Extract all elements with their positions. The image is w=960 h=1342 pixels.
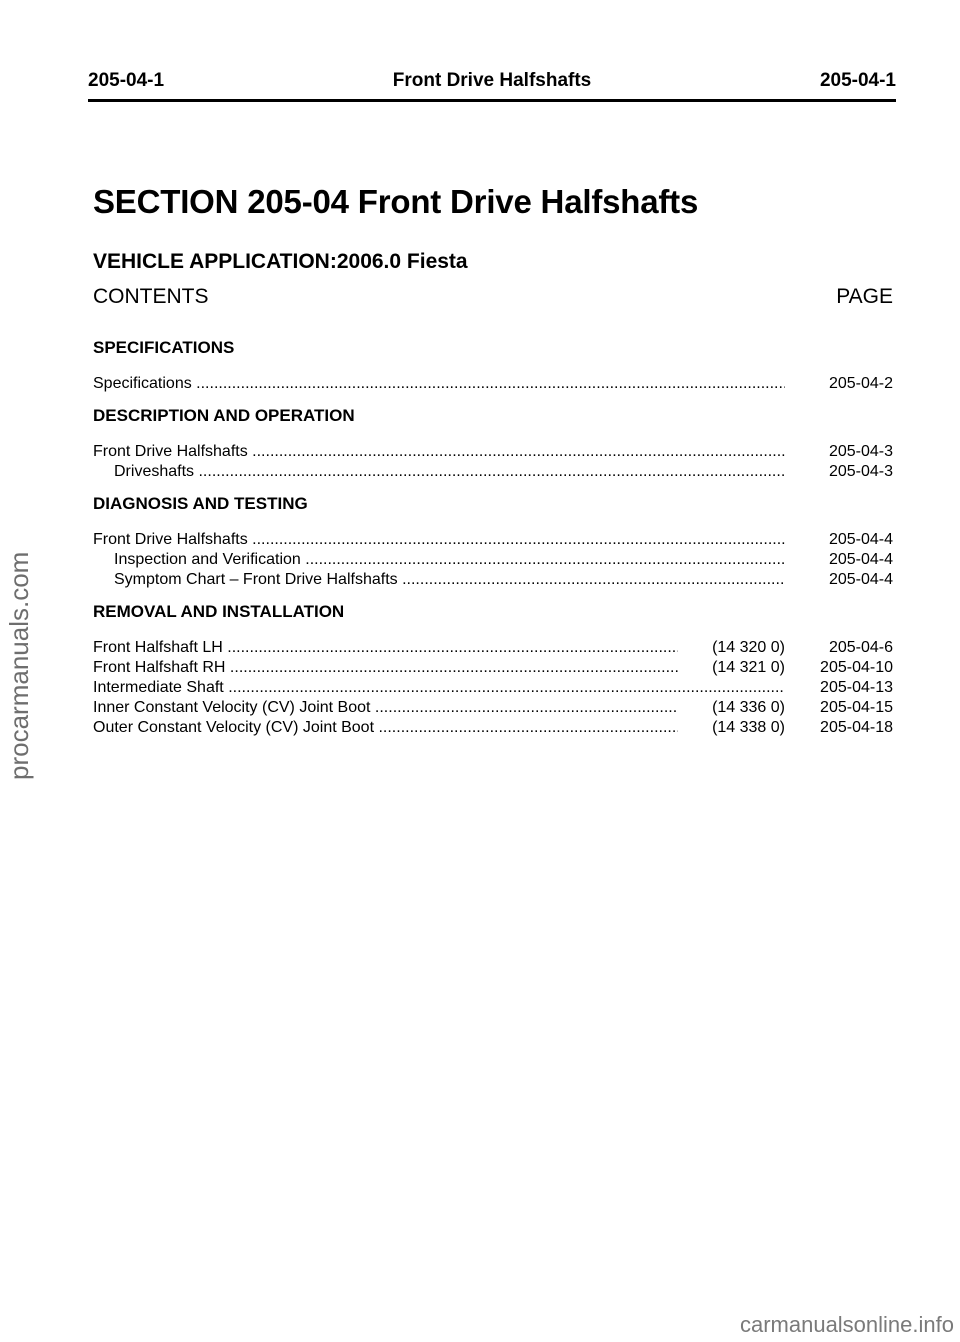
toc-entry-page: 205-04-13 <box>814 678 893 698</box>
header-section-number-right: 205-04-1 <box>819 70 896 91</box>
toc-entry[interactable] <box>93 638 893 658</box>
toc-entry[interactable] <box>93 678 893 698</box>
toc-section-specifications <box>93 338 893 394</box>
toc-section-title: DIAGNOSIS AND TESTING <box>93 494 308 513</box>
toc-entry[interactable] <box>93 698 893 718</box>
toc-entry-page: 205-04-10 <box>814 658 893 678</box>
toc-entry[interactable] <box>93 530 893 550</box>
toc-entry-page: 205-04-2 <box>823 374 893 394</box>
side-watermark: procarmanuals.com <box>4 551 34 780</box>
toc-section-title: REMOVAL AND INSTALLATION <box>93 602 345 621</box>
toc-entry-page: 205-04-3 <box>823 442 893 462</box>
toc-entry-label: Inspection and Verification ..... <box>114 550 785 570</box>
toc-entry-label: Front Drive Halfshafts ..... <box>93 530 785 550</box>
toc-entry-ref: (14 320 0) <box>708 638 785 658</box>
toc-entry[interactable] <box>93 442 893 462</box>
toc-entry-label: Outer Constant Velocity (CV) Joint Boot ..... <box>93 718 678 738</box>
toc-entry-page: 205-04-4 <box>823 530 893 550</box>
toc-section-removal <box>93 602 893 738</box>
toc-entry-label: Inner Constant Velocity (CV) Joint Boot ..... <box>93 698 678 718</box>
toc-entry-ref: (14 336 0) <box>708 698 785 718</box>
vehicle-application: VEHICLE APPLICATION:2006.0 Fiesta <box>93 250 468 273</box>
header-rule <box>88 99 896 102</box>
toc-section-title: SPECIFICATIONS <box>93 338 235 357</box>
toc-entry-page: 205-04-3 <box>823 462 893 482</box>
header-title: Front Drive Halfshafts <box>392 70 592 91</box>
toc-entry[interactable] <box>93 658 893 678</box>
contents-label: CONTENTS <box>93 285 209 308</box>
toc-entry[interactable] <box>93 550 893 570</box>
toc-entry[interactable] <box>93 462 893 482</box>
toc-entry-ref: (14 338 0) <box>708 718 785 738</box>
toc-entry[interactable] <box>93 718 893 738</box>
toc-section-title: DESCRIPTION AND OPERATION <box>93 406 355 425</box>
header-section-number-left: 205-04-1 <box>88 70 165 91</box>
toc-entry-page: 205-04-4 <box>823 570 893 590</box>
toc-entry[interactable] <box>93 374 893 394</box>
toc-entry-label: Front Drive Halfshafts ..... <box>93 442 785 462</box>
toc-entry-page: 205-04-4 <box>823 550 893 570</box>
toc-entry-ref: (14 321 0) <box>708 658 785 678</box>
toc-entry-page: 205-04-18 <box>814 718 893 738</box>
section-title: SECTION 205-04 Front Drive Halfshafts <box>93 183 699 220</box>
table-of-contents <box>93 338 893 738</box>
toc-entry-label: Driveshafts ..... <box>114 462 785 482</box>
toc-entry-label: Front Halfshaft LH ..... <box>93 638 678 658</box>
toc-entry-label: Front Halfshaft RH ..... <box>93 658 678 678</box>
toc-entry[interactable] <box>93 570 893 590</box>
toc-entry-page: 205-04-6 <box>823 638 893 658</box>
toc-entry-label: Symptom Chart – Front Drive Halfshafts ..... <box>114 570 785 590</box>
page-column-label: PAGE <box>836 285 893 308</box>
toc-entry-label: Intermediate Shaft ..... <box>93 678 785 698</box>
toc-section-description <box>93 406 893 482</box>
toc-section-diagnosis <box>93 494 893 590</box>
toc-entry-label: Specifications ..... <box>93 374 785 394</box>
toc-entry-page: 205-04-15 <box>814 698 893 718</box>
footer-watermark: carmanualsonline.info <box>739 1312 954 1337</box>
